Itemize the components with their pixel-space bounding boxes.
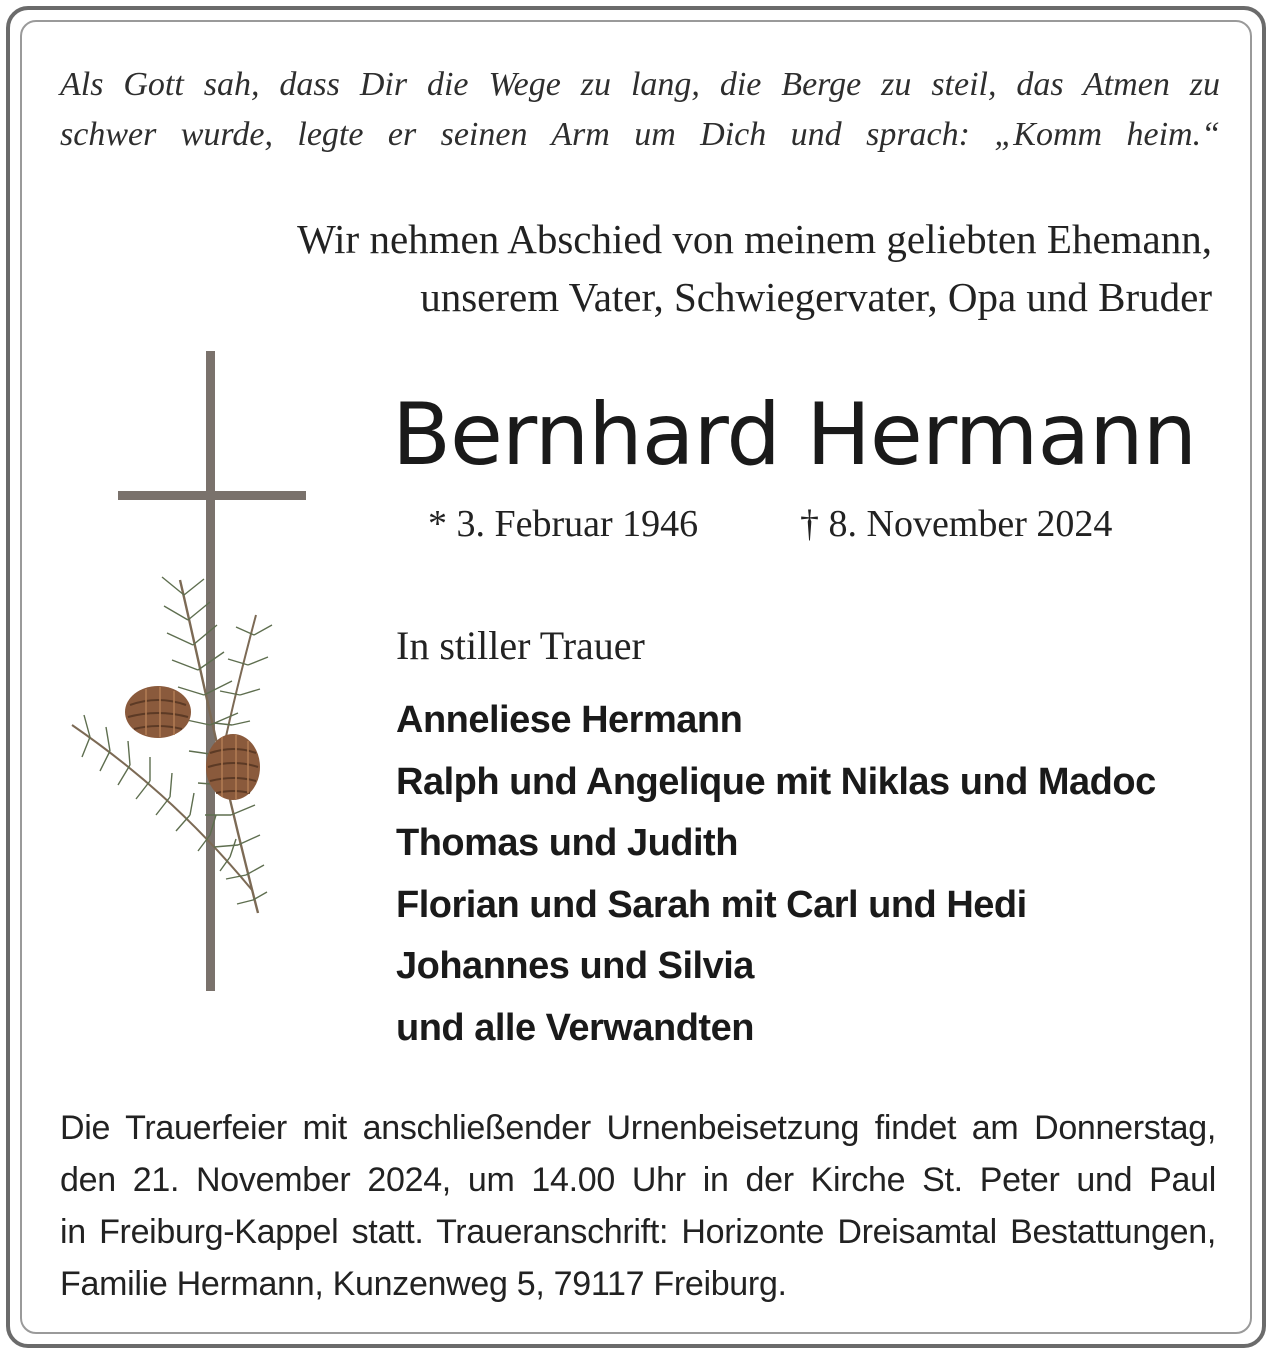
memorial-quote (60, 60, 1220, 160)
notice-line: Familie Hermann, Kunzenweg 5, 79117 Freiburg. (60, 1265, 787, 1303)
mourning-heading: In stiller Trauer (396, 623, 645, 668)
mourner-list (396, 690, 1236, 1059)
birth-date: * 3. Februar 1946 (428, 503, 699, 545)
deceased-name: Bernhard Hermann (392, 385, 1197, 485)
notice-line: Die Trauerfeier mit anschließender Urnenbeisetzung findet am Donnerstag, (60, 1109, 1216, 1147)
notice-line: in Freiburg-Kappel statt. Traueranschrift: Horizonte Dreisamtal Bestattungen, (60, 1213, 1216, 1251)
cross-with-pine-branch-icon (60, 345, 320, 1005)
pine-cone-upper (125, 686, 191, 738)
mourner-name: Florian und Sarah mit Carl und Hedi (396, 883, 1027, 926)
cross-vertical-beam (206, 351, 215, 991)
mourner-name: und alle Verwandten (396, 1006, 754, 1049)
mourner-name: Thomas und Judith (396, 822, 738, 864)
mourner-name: Johannes und Silvia (396, 945, 754, 987)
quote-line-1: Als Gott sah, dass Dir die Wege zu lang, die Berge zu steil, das Atmen zu (60, 66, 1220, 103)
intro-line-1: Wir nehmen Abschied von meinem geliebten Ehemann, (297, 216, 1212, 262)
pine-cone-lower (206, 734, 260, 800)
mourner-name: Anneliese Hermann (396, 699, 743, 741)
funeral-notice (60, 1102, 1216, 1310)
farewell-intro (112, 210, 1212, 326)
quote-line-2: schwer wurde, legte er seinen Arm um Dich und sprach: „Komm heim.“ (60, 116, 1220, 153)
notice-line: den 21. November 2024, um 14.00 Uhr in der Kirche St. Peter und Paul (60, 1161, 1216, 1199)
mourner-name: Ralph und Angelique mit Niklas und Madoc (396, 760, 1156, 803)
cross-horizontal-beam (118, 491, 306, 500)
death-date: † 8. November 2024 (800, 503, 1113, 545)
intro-line-2: unserem Vater, Schwiegervater, Opa und Bruder (420, 274, 1212, 320)
